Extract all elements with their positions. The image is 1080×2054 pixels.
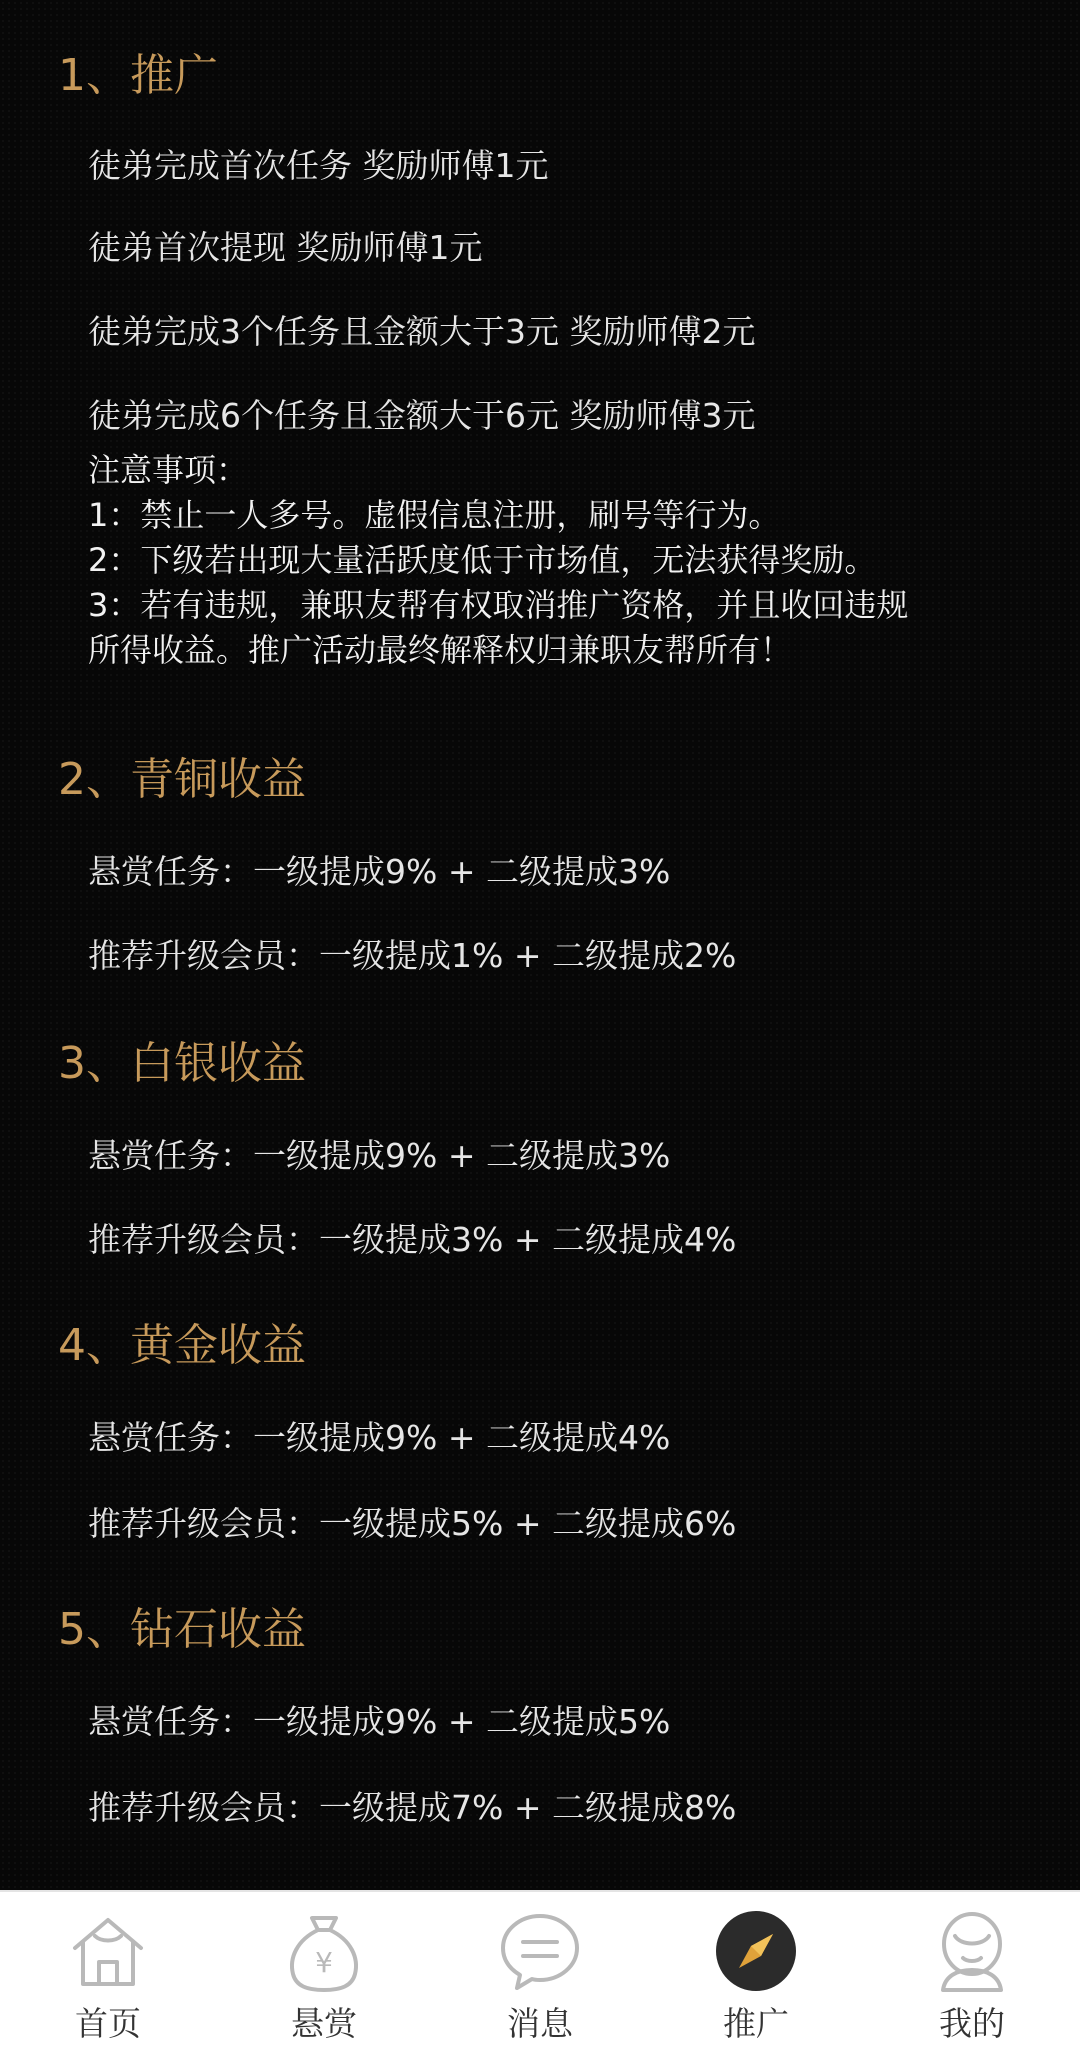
money-bag-icon (279, 1906, 369, 1996)
notice-block (88, 448, 1048, 673)
rule-line: 悬赏任务：一级提成9% + 二级提成4% (88, 1418, 671, 1457)
section-title-gold: 4、黄金收益 (58, 1320, 306, 1371)
section-title-diamond: 5、钻石收益 (58, 1604, 306, 1655)
chat-bubble-icon (495, 1906, 585, 1996)
tab-label: 我的 (939, 2004, 1005, 2043)
tab-label: 悬赏 (291, 2004, 357, 2043)
rule-line: 徒弟完成6个任务且金额大于6元 奖励师傅3元 (88, 396, 756, 435)
bottom-tab-bar (0, 1890, 1080, 2054)
home-icon (63, 1906, 153, 1996)
tab-mine[interactable] (864, 1892, 1080, 2054)
notice-item: 2：下级若出现大量活跃度低于市场值，无法获得奖励。 (88, 541, 877, 579)
user-icon (927, 1906, 1017, 1996)
tab-label: 首页 (75, 2004, 141, 2043)
section-title-bronze: 2、青铜收益 (58, 754, 306, 805)
rule-line: 推荐升级会员：一级提成1% + 二级提成2% (88, 936, 737, 975)
section-title-silver: 3、白银收益 (58, 1038, 306, 1089)
compass-icon (711, 1906, 801, 1996)
rule-line: 推荐升级会员：一级提成7% + 二级提成8% (88, 1788, 737, 1827)
notice-item: 1：禁止一人多号。虚假信息注册，刷号等行为。 (88, 496, 781, 534)
tab-promotion[interactable] (648, 1892, 864, 2054)
tab-home[interactable] (0, 1892, 216, 2054)
notice-title: 注意事项： (88, 451, 249, 489)
rule-line: 徒弟完成首次任务 奖励师傅1元 (88, 146, 549, 185)
rule-line: 徒弟完成3个任务且金额大于3元 奖励师傅2元 (88, 312, 756, 351)
rule-line: 推荐升级会员：一级提成5% + 二级提成6% (88, 1504, 737, 1543)
svg-text:¥: ¥ (315, 1946, 333, 1979)
section-title-promotion: 1、推广 (58, 50, 218, 101)
tab-label: 推广 (723, 2004, 789, 2043)
rule-line: 悬赏任务：一级提成9% + 二级提成5% (88, 1702, 671, 1741)
rule-line: 徒弟首次提现 奖励师傅1元 (88, 228, 483, 267)
rule-line: 推荐升级会员：一级提成3% + 二级提成4% (88, 1220, 737, 1259)
tab-messages[interactable] (432, 1892, 648, 2054)
rule-line: 悬赏任务：一级提成9% + 二级提成3% (88, 852, 671, 891)
tab-label: 消息 (507, 2004, 573, 2043)
tab-reward[interactable] (216, 1892, 432, 2054)
rule-line: 悬赏任务：一级提成9% + 二级提成3% (88, 1136, 671, 1175)
notice-item: 3：若有违规，兼职友帮有权取消推广资格，并且收回违规 (88, 586, 909, 624)
notice-item: 所得收益。推广活动最终解释权归兼职友帮所有！ (88, 631, 793, 669)
